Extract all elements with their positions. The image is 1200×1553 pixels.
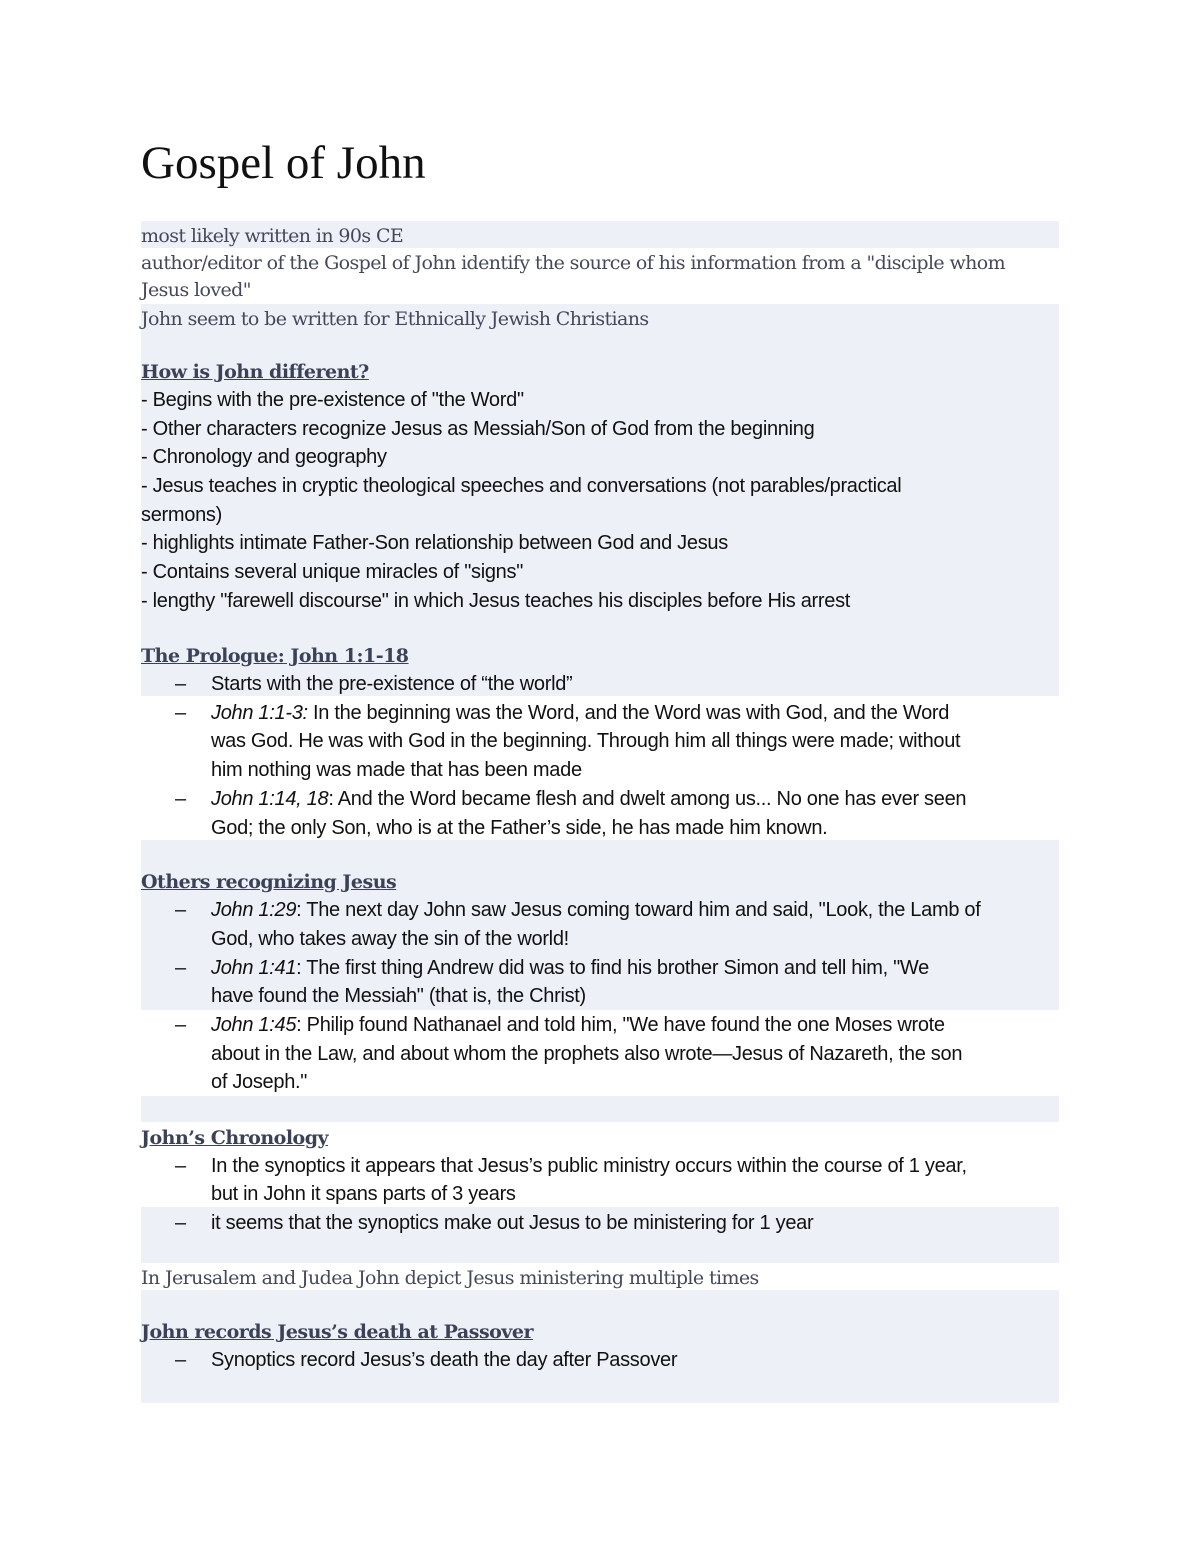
intro-line: author/editor of the Gospel of John identify the source of his information from a "disciple whom <box>141 252 1006 274</box>
intro-line: most likely written in 90s CE <box>141 225 404 247</box>
verse-reference: John 1:1-3: <box>211 702 308 724</box>
list-item: Starts with the pre-existence of “the world” <box>211 673 573 695</box>
list-item <box>211 699 1059 728</box>
list-item: it seems that the synoptics make out Jesus to be ministering for 1 year <box>211 1212 814 1234</box>
section-heading-different: How is John different? <box>141 361 369 383</box>
intro-line: John seem to be written for Ethnically Jewish Christians <box>141 308 649 330</box>
intro-line: Jesus loved" <box>141 279 251 301</box>
list-item-continued: God, who takes away the sin of the world! <box>211 928 569 950</box>
verse-text: : The first thing Andrew did was to find his brother Simon and tell him, "We <box>296 957 929 979</box>
verse-text: : The next day John saw Jesus coming toward him and said, "Look, the Lamb of <box>296 899 981 921</box>
list-item: - highlights intimate Father-Son relationship between God and Jesus <box>141 532 728 554</box>
page-title: Gospel of John <box>141 137 426 189</box>
list-item-continued: God; the only Son, who is at the Father’s side, he has made him known. <box>211 817 828 839</box>
verse-reference: John 1:29 <box>211 899 297 921</box>
list-item-continued: him nothing was made that has been made <box>211 759 582 781</box>
bullet-dash: – <box>175 899 187 921</box>
list-item: - Chronology and geography <box>141 446 387 468</box>
body-line: In Jerusalem and Judea John depict Jesus ministering multiple times <box>141 1267 759 1289</box>
bullet-dash: – <box>175 1212 187 1234</box>
bullet-dash: – <box>175 1155 187 1177</box>
list-item: - Jesus teaches in cryptic theological speeches and conversations (not parables/practical <box>141 475 902 497</box>
bullet-dash: – <box>175 702 187 724</box>
list-item: sermons) <box>141 504 222 526</box>
list-item: In the synoptics it appears that Jesus’s public ministry occurs within the course of 1 year, <box>211 1155 967 1177</box>
list-item: - Begins with the pre-existence of "the Word" <box>141 389 524 411</box>
highlight-band <box>141 1096 1059 1122</box>
list-item-continued: of Joseph." <box>211 1071 308 1093</box>
list-item-continued: about in the Law, and about whom the prophets also wrote—Jesus of Nazareth, the son <box>211 1043 963 1065</box>
section-heading-passover: John records Jesus’s death at Passover <box>141 1321 533 1343</box>
verse-reference: John 1:45 <box>211 1014 297 1036</box>
bullet-dash: – <box>175 788 187 810</box>
verse-text: : And the Word became flesh and dwelt among us... No one has ever seen <box>328 788 967 810</box>
list-item <box>211 1011 1059 1040</box>
verse-text: In the beginning was the Word, and the Word was with God, and the Word <box>307 702 950 724</box>
list-item <box>211 785 1059 814</box>
bullet-dash: – <box>175 673 187 695</box>
bullet-dash: – <box>175 1349 187 1371</box>
list-item: - Other characters recognize Jesus as Messiah/Son of God from the beginning <box>141 418 815 440</box>
verse-text: : Philip found Nathanael and told him, "We have found the one Moses wrote <box>296 1014 945 1036</box>
list-item-continued: was God. He was with God in the beginning. Through him all things were made; without <box>211 730 961 752</box>
bullet-dash: – <box>175 957 187 979</box>
list-item-continued: but in John it spans parts of 3 years <box>211 1183 516 1205</box>
list-item: Synoptics record Jesus’s death the day after Passover <box>211 1349 678 1371</box>
verse-reference: John 1:41 <box>211 957 297 979</box>
list-item <box>211 896 1059 925</box>
list-item: - lengthy "farewell discourse" in which Jesus teaches his disciples before His arrest <box>141 590 851 612</box>
bullet-dash: – <box>175 1014 187 1036</box>
section-heading-chronology: John’s Chronology <box>141 1127 329 1149</box>
section-heading-others: Others recognizing Jesus <box>141 871 397 893</box>
verse-reference: John 1:14, 18 <box>211 788 329 810</box>
section-heading-prologue: The Prologue: John 1:1-18 <box>141 645 409 667</box>
list-item <box>211 954 1059 983</box>
list-item: - Contains several unique miracles of "signs" <box>141 561 523 583</box>
list-item-continued: have found the Messiah" (that is, the Christ) <box>211 985 586 1007</box>
